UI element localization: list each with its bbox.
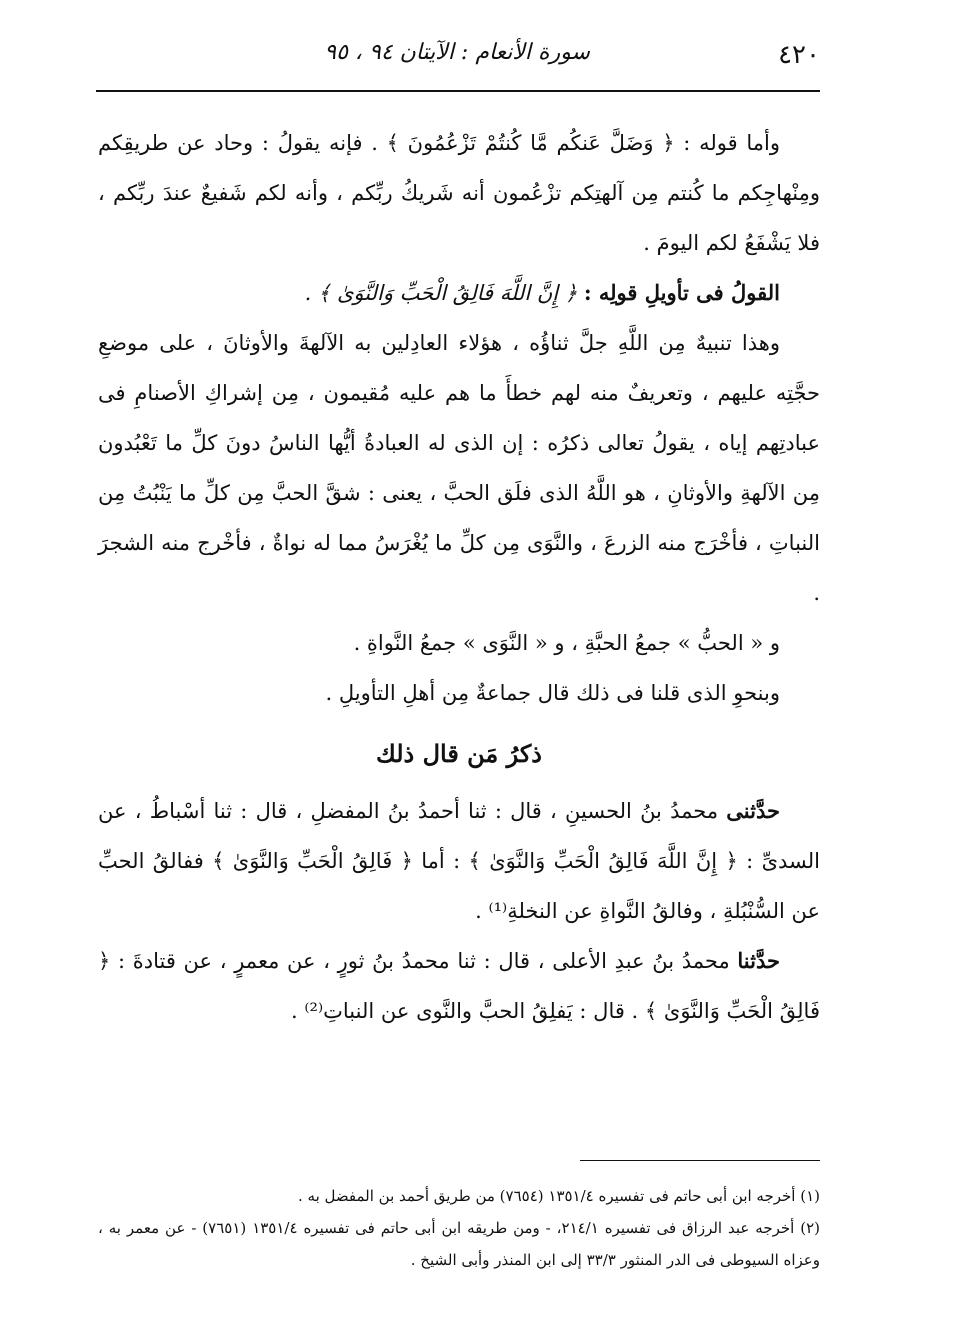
- narration-2: محمدُ بنُ عبدِ الأعلى ، قال : ثنا محمدُ بنُ ثورٍ ، عن معمرٍ ، عن قتادةَ : ﴿ فَالِقُ الْحَبِّ وَالنَّوَىٰ ﴾ . قال : يَفلِقُ الحبَّ والنَّوى عن النباتِ⁽²⁾ .: [98, 949, 820, 1023]
- footnote-1: (١) أخرجه ابن أبى حاتم فى تفسيره ١٣٥١/٤ (٧٦٥٤) من طريق أحمد بن المفضل به .: [298, 1187, 820, 1205]
- section-heading: ذكرُ مَن قال ذلك: [376, 739, 542, 768]
- paragraph-4: و « الحبُّ » جمعُ الحبَّةِ ، و « النَّوَى » جمعُ النَّواةِ .: [353, 631, 780, 655]
- paragraph-6: [98, 786, 820, 936]
- paragraph-1: وأما قوله : ﴿ وَضَلَّ عَنكُم مَّا كُنتُمْ تَزْعُمُونَ ﴾ . فإنه يقولُ : وحاد عن طريقِكم ومِنْهاجِكم ما كُنتم مِن آلهتِكم تزْعُمون أنه شَريكُ ربِّكم ، وأنه لكم شَفيعٌ عندَ ربِّكم ، فلا يَشْفَعُ لكم اليومَ .: [98, 131, 820, 255]
- page-number: ٤٢٠: [778, 40, 820, 70]
- page-body: [98, 118, 820, 1036]
- isnad-lead-2: حدَّثنا: [737, 948, 780, 973]
- tawil-heading: القولُ فى تأويلِ قولِه :: [583, 280, 780, 305]
- running-title: سورة الأنعام : الآيتان ٩٤ ، ٩٥: [324, 40, 590, 65]
- paragraph-7: [98, 936, 820, 1036]
- footnote-2: (٢) أخرجه عبد الرزاق فى تفسيره ٢١٤/١، - ومن طريقه ابن أبى حاتم فى تفسيره ١٣٥١/٤ (٧٦٥١) - عن معمر به ، وعزاه السيوطى فى الدر المنثور ٣٣/٣ إلى ابن المنذر وأبى الشيخ .: [98, 1219, 821, 1269]
- footnote-divider: [580, 1160, 820, 1161]
- paragraph-2: [98, 268, 820, 318]
- narration-1: محمدُ بنُ الحسينِ ، قال : ثنا أحمدُ بنُ المفضلِ ، قال : ثنا أسْباطُ ، عن السدىِّ : ﴿ إِنَّ اللَّهَ فَالِقُ الْحَبِّ وَالنَّوَىٰ ﴾ : أما ﴿ فَالِقُ الْحَبِّ وَالنَّوَىٰ ﴾ ففالقُ الحبِّ عن السُّنْبُلةِ ، وفالقُ النَّواةِ عن النخلةِ⁽¹⁾ .: [98, 799, 820, 923]
- footnotes: [98, 1180, 820, 1276]
- paragraph-3: وهذا تنبيهٌ مِن اللَّهِ جلَّ ثناؤُه ، هؤلاء العادِلين به الآلهةَ والأوثانَ ، على موضعِ حجَّتِه عليهم ، وتعريفٌ منه لهم خطأَ ما هم عليه مُقيمون ، مِن إشراكِ الأصنامِ فى عبادتِهم إياه ، يقولُ تعالى ذكرُه : إن الذى له العبادةُ أيُّها الناسُ دونَ كلِّ ما تَعْبُدون مِن الآلهةِ والأوثانِ ، هو اللَّهُ الذى فلَق الحبَّ ، يعنى : شقَّ الحبَّ مِن كلِّ ما يَنْبُتُ مِن النباتِ ، فأخْرَج منه الزرعَ ، والنَّوَى مِن كلِّ ما يُغْرَسُ مما له نواةٌ ، فأخْرج منه الشجرَ .: [98, 331, 820, 605]
- paragraph-5: وبنحوِ الذى قلنا فى ذلك قال جماعةٌ مِن أهلِ التأويلِ .: [325, 681, 780, 705]
- verse-quote: ﴿ إِنَّ اللَّهَ فَالِقُ الْحَبِّ وَالنَّوَىٰ ﴾ .: [304, 281, 584, 305]
- header-divider: [96, 90, 820, 92]
- page-header: [98, 34, 820, 86]
- isnad-lead-1: حدَّثنى: [726, 798, 780, 823]
